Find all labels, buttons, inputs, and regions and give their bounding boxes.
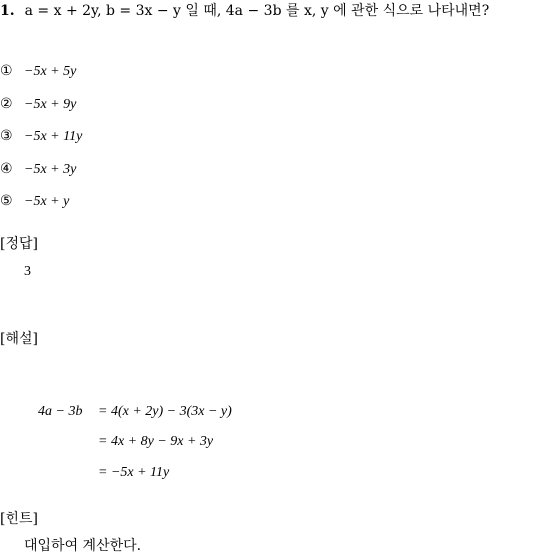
solution-line-1-rhs: = 4(x + 2y) − 3(3x − y) <box>98 404 232 419</box>
solution-line-1-lhs: 4a − 3b <box>38 404 83 419</box>
choice-marker: ③ <box>0 128 13 144</box>
solution-line-2-rhs: = 4x + 8y − 9x + 3y <box>98 434 214 449</box>
question <box>0 1 489 21</box>
choice-2[interactable] <box>0 94 76 115</box>
choice-4[interactable] <box>0 159 76 180</box>
choice-text: −5x + 11y <box>24 129 83 144</box>
choice-marker: ② <box>0 96 13 112</box>
choice-3[interactable] <box>0 126 82 147</box>
choice-marker: ⑤ <box>0 193 13 209</box>
answer-value: 3 <box>24 264 31 279</box>
choice-text: −5x + 9y <box>24 97 77 112</box>
choice-5[interactable] <box>0 191 69 212</box>
choice-text: −5x + 5y <box>24 64 77 79</box>
hint-title: [힌트] <box>0 511 38 527</box>
solution-line-3-rhs: = −5x + 11y <box>98 465 170 480</box>
choice-text: −5x + y <box>24 194 70 209</box>
solution-title: [해설] <box>0 331 38 347</box>
hint-text: 대입하여 계산한다. <box>24 538 142 554</box>
question-statement: a = x + 2y, b = 3x − y 일 때, 4a − 3b 를 x, y 에 관한 식으로 나타내면? <box>24 3 490 19</box>
choice-marker: ④ <box>0 161 13 177</box>
choice-marker: ① <box>0 63 13 79</box>
question-number: 1. <box>0 3 15 19</box>
answer-title: [정답] <box>0 236 38 252</box>
choice-1[interactable] <box>0 61 76 82</box>
choice-text: −5x + 3y <box>24 162 77 177</box>
